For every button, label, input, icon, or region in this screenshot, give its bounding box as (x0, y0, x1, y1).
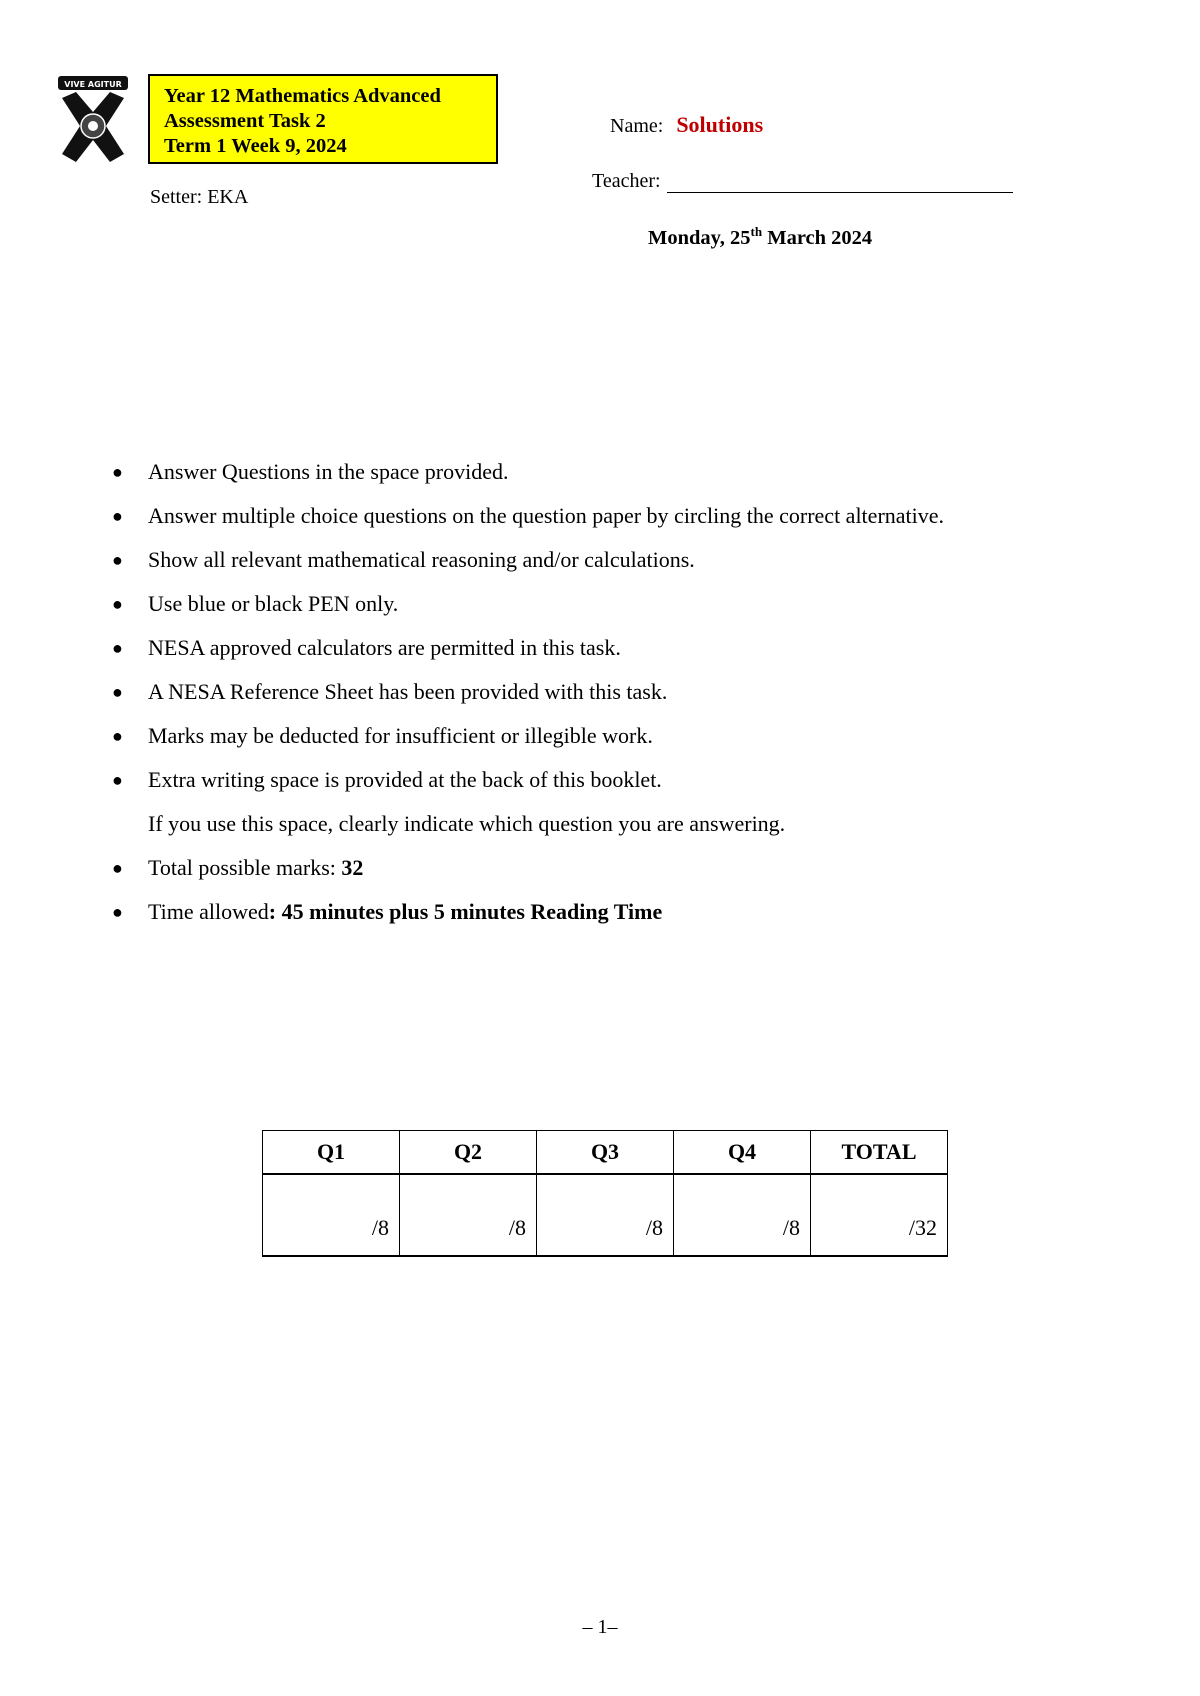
exam-date (648, 224, 872, 250)
instruction-item (110, 766, 1110, 810)
instruction-item (110, 722, 1110, 766)
instruction-item (110, 590, 1110, 634)
teacher-blank-line[interactable] (667, 170, 1013, 193)
instruction-item (110, 458, 1110, 502)
instruction-item (110, 546, 1110, 590)
instruction-item (110, 678, 1110, 722)
marks-cell-q3[interactable]: /8 (537, 1174, 674, 1256)
name-field (610, 112, 763, 138)
marks-cell-total[interactable]: /32 (811, 1174, 948, 1256)
instruction-text: A NESA Reference Sheet has been provided with this task. (148, 679, 668, 704)
bullet-icon: ● (112, 858, 123, 878)
instruction-text: Total possible marks: (148, 855, 342, 880)
date-prefix: Monday, 25 (648, 226, 751, 249)
marks-header-q2: Q2 (400, 1131, 537, 1175)
instructions-list (110, 458, 1110, 942)
crest-motto: VIVE AGITUR (64, 80, 122, 89)
bullet-icon: ● (112, 682, 123, 702)
marks-header-q3: Q3 (537, 1131, 674, 1175)
task-title-box (148, 74, 498, 164)
setter-label: Setter: EKA (150, 186, 249, 208)
instruction-item (110, 898, 1110, 942)
school-crest-logo (56, 74, 130, 166)
instruction-item (110, 634, 1110, 678)
marks-cell-q1[interactable]: /8 (263, 1174, 400, 1256)
instruction-text: Extra writing space is provided at the back of this booklet. (148, 767, 662, 792)
instruction-emphasis: : 45 minutes plus 5 minutes Reading Time (268, 899, 663, 924)
teacher-field (592, 170, 1013, 193)
bullet-icon: ● (112, 462, 123, 482)
bullet-icon: ● (112, 550, 123, 570)
marks-cell-q2[interactable]: /8 (400, 1174, 537, 1256)
date-ordinal: th (750, 224, 763, 239)
bullet-icon: ● (112, 638, 123, 658)
marks-cell-q4[interactable]: /8 (674, 1174, 811, 1256)
instruction-text: NESA approved calculators are permitted in this task. (148, 635, 621, 660)
instruction-item (110, 502, 1110, 546)
instruction-text: If you use this space, clearly indicate which question you are answering. (148, 811, 786, 836)
bullet-icon: ● (112, 770, 123, 790)
bullet-icon: ● (112, 594, 123, 614)
instruction-text: Answer multiple choice questions on the question paper by circling the correct alternative. (148, 503, 945, 528)
bullet-icon: ● (112, 506, 123, 526)
instruction-text: Marks may be deducted for insufficient or illegible work. (148, 723, 653, 748)
instruction-item (110, 854, 1110, 898)
bullet-icon: ● (112, 726, 123, 746)
marks-header-q4: Q4 (674, 1131, 811, 1175)
instruction-emphasis: 32 (341, 855, 364, 880)
bullet-icon: ● (112, 902, 123, 922)
title-line-task: Assessment Task 2 (164, 110, 326, 132)
marks-header-q1: Q1 (263, 1131, 400, 1175)
instruction-text: Answer Questions in the space provided. (148, 459, 509, 484)
name-label: Name: (610, 115, 664, 137)
page-number: – 1– (582, 1616, 618, 1638)
marks-table (262, 1130, 948, 1257)
title-line-course: Year 12 Mathematics Advanced (164, 85, 441, 107)
instruction-text: Show all relevant mathematical reasoning and/or calculations. (148, 547, 695, 572)
name-value: Solutions (676, 112, 764, 137)
title-line-term: Term 1 Week 9, 2024 (164, 135, 347, 157)
instruction-text: Time allowed (148, 899, 269, 924)
date-suffix: March 2024 (762, 226, 873, 249)
instruction-text: Use blue or black PEN only. (148, 591, 399, 616)
marks-header-total: TOTAL (811, 1131, 948, 1175)
teacher-label: Teacher: (592, 170, 661, 192)
instruction-item (110, 810, 1110, 854)
